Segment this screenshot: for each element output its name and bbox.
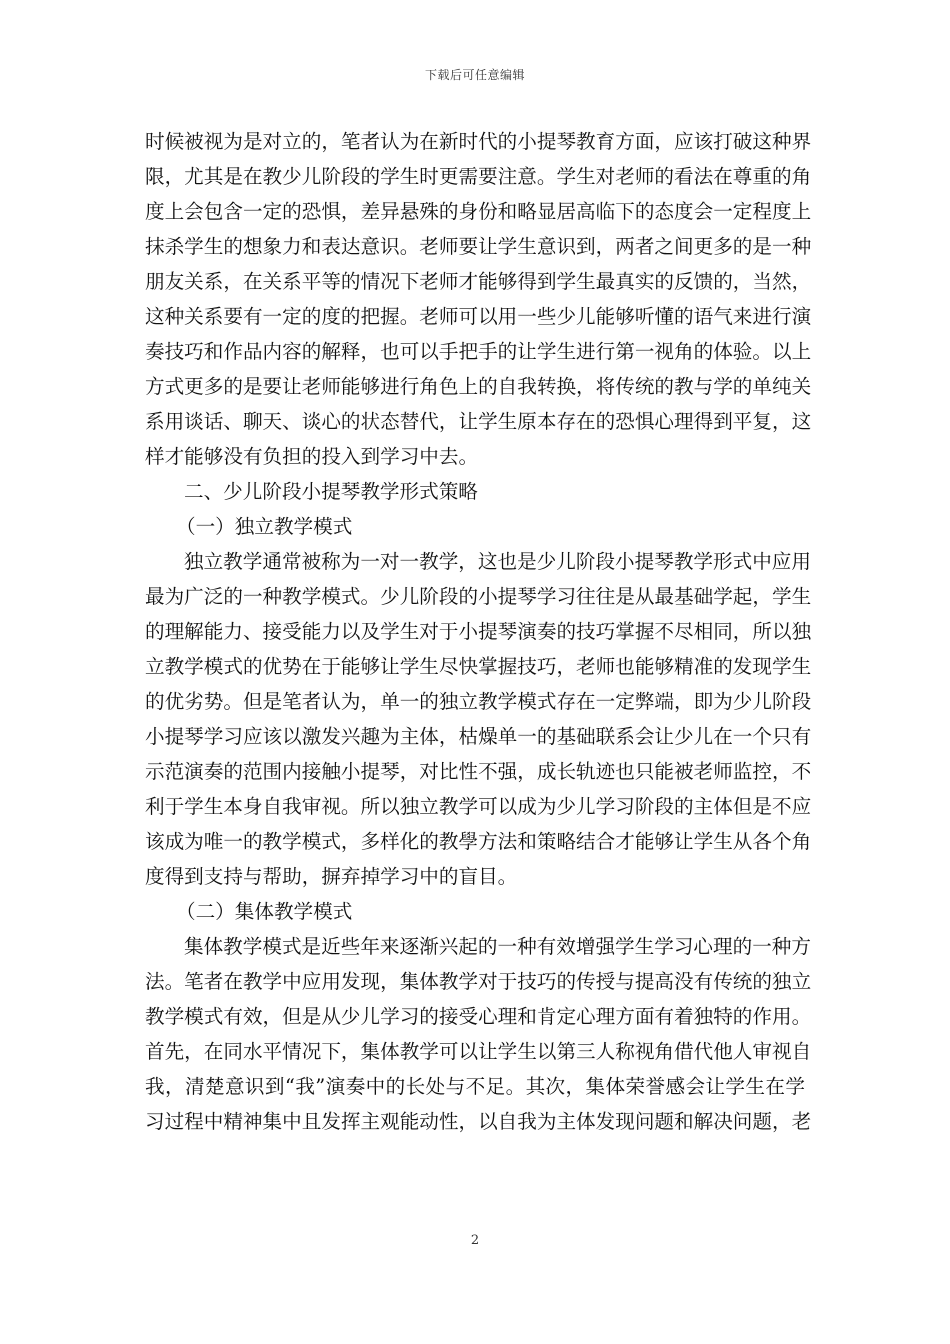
text-line: 奏技巧和作品内容的解释，也可以手把手的让学生进行第一视角的体验。以上 [145, 340, 812, 363]
text-line: 时候被视为是对立的，笔者认为在新时代的小提琴教育方面，应该打破这种界 [145, 130, 812, 153]
text-line: 示范演奏的范围内接触小提琴，对比性不强，成长轨迹也只能被老师监控，不 [145, 760, 812, 783]
text-line: 朋友关系，在关系平等的情况下老师才能够得到学生最真实的反馈的，当然， [145, 270, 812, 293]
page-header: 下载后可任意编辑 [424, 68, 525, 82]
page-number: 2 [470, 1233, 480, 1248]
text-line: 小提琴学习应该以激发兴趣为主体，枯燥单一的基础联系会让少儿在一个只有 [145, 725, 812, 748]
text-line: 度上会包含一定的恐惧，差异悬殊的身份和略显居高临下的态度会一定程度上 [145, 200, 812, 223]
text-line: 度得到支持与帮助，摒弃掉学习中的盲目。 [145, 865, 518, 888]
text-line: 独立教学通常被称为一对一教学，这也是少儿阶段小提琴教学形式中应用 [184, 550, 811, 573]
text-line: 立教学模式的优势在于能够让学生尽快掌握技巧，老师也能够精准的发现学生 [145, 655, 812, 678]
text-line: 我，清楚意识到“我”演奏中的长处与不足。其次，集体荣誉感会让学生在学 [145, 1075, 805, 1098]
subsection-heading: （一）独立教学模式 [176, 515, 353, 538]
subsection-heading: （二）集体教学模式 [176, 900, 353, 923]
text-line: 的理解能力、接受能力以及学生对于小提琴演奏的技巧掌握不尽相同，所以独 [145, 620, 812, 643]
section-heading: 二、少儿阶段小提琴教学形式策略 [184, 480, 478, 503]
text-line: 习过程中精神集中且发挥主观能动性，以自我为主体发现问题和解决问题，老 [145, 1110, 812, 1133]
document-body [145, 124, 812, 1139]
paragraph-intro [145, 124, 812, 474]
text-line: 样才能够没有负担的投入到学习中去。 [145, 445, 479, 468]
text-line: 该成为唯一的教学模式，多样化的教學方法和策略结合才能够让学生从各个角 [145, 830, 812, 853]
text-line: 限，尤其是在教少儿阶段的学生时更需要注意。学生对老师的看法在尊重的角 [145, 165, 812, 188]
text-line: 最为广泛的一种教学模式。少儿阶段的小提琴学习往往是从最基础学起，学生 [145, 585, 812, 608]
text-line: 集体教学模式是近些年来逐渐兴起的一种有效增强学生学习心理的一种方 [184, 935, 811, 958]
text-line: 系用谈话、聊天、谈心的状态替代，让学生原本存在的恐惧心理得到平复，这 [145, 410, 812, 433]
text-line: 首先，在同水平情况下，集体教学可以让学生以第三人称视角借代他人审视自 [145, 1040, 812, 1063]
paragraph-independent-teaching [145, 544, 812, 894]
text-line: 的优劣势。但是笔者认为，单一的独立教学模式存在一定弊端，即为少儿阶段 [145, 690, 812, 713]
paragraph-group-teaching [145, 929, 812, 1139]
text-line: 方式更多的是要让老师能够进行角色上的自我转换，将传统的教与学的单纯关 [145, 375, 812, 398]
text-line: 抹杀学生的想象力和表达意识。老师要让学生意识到，两者之间更多的是一种 [145, 235, 812, 258]
text-line: 教学模式有效，但是从少儿学习的接受心理和肯定心理方面有着独特的作用。 [145, 1005, 812, 1028]
text-line: 法。笔者在教学中应用发现，集体教学对于技巧的传授与提高没有传统的独立 [145, 970, 812, 993]
text-line: 这种关系要有一定的度的把握。老师可以用一些少儿能够听懂的语气来进行演 [145, 305, 812, 328]
text-line: 利于学生本身自我审视。所以独立教学可以成为少儿学习阶段的主体但是不应 [145, 795, 812, 818]
